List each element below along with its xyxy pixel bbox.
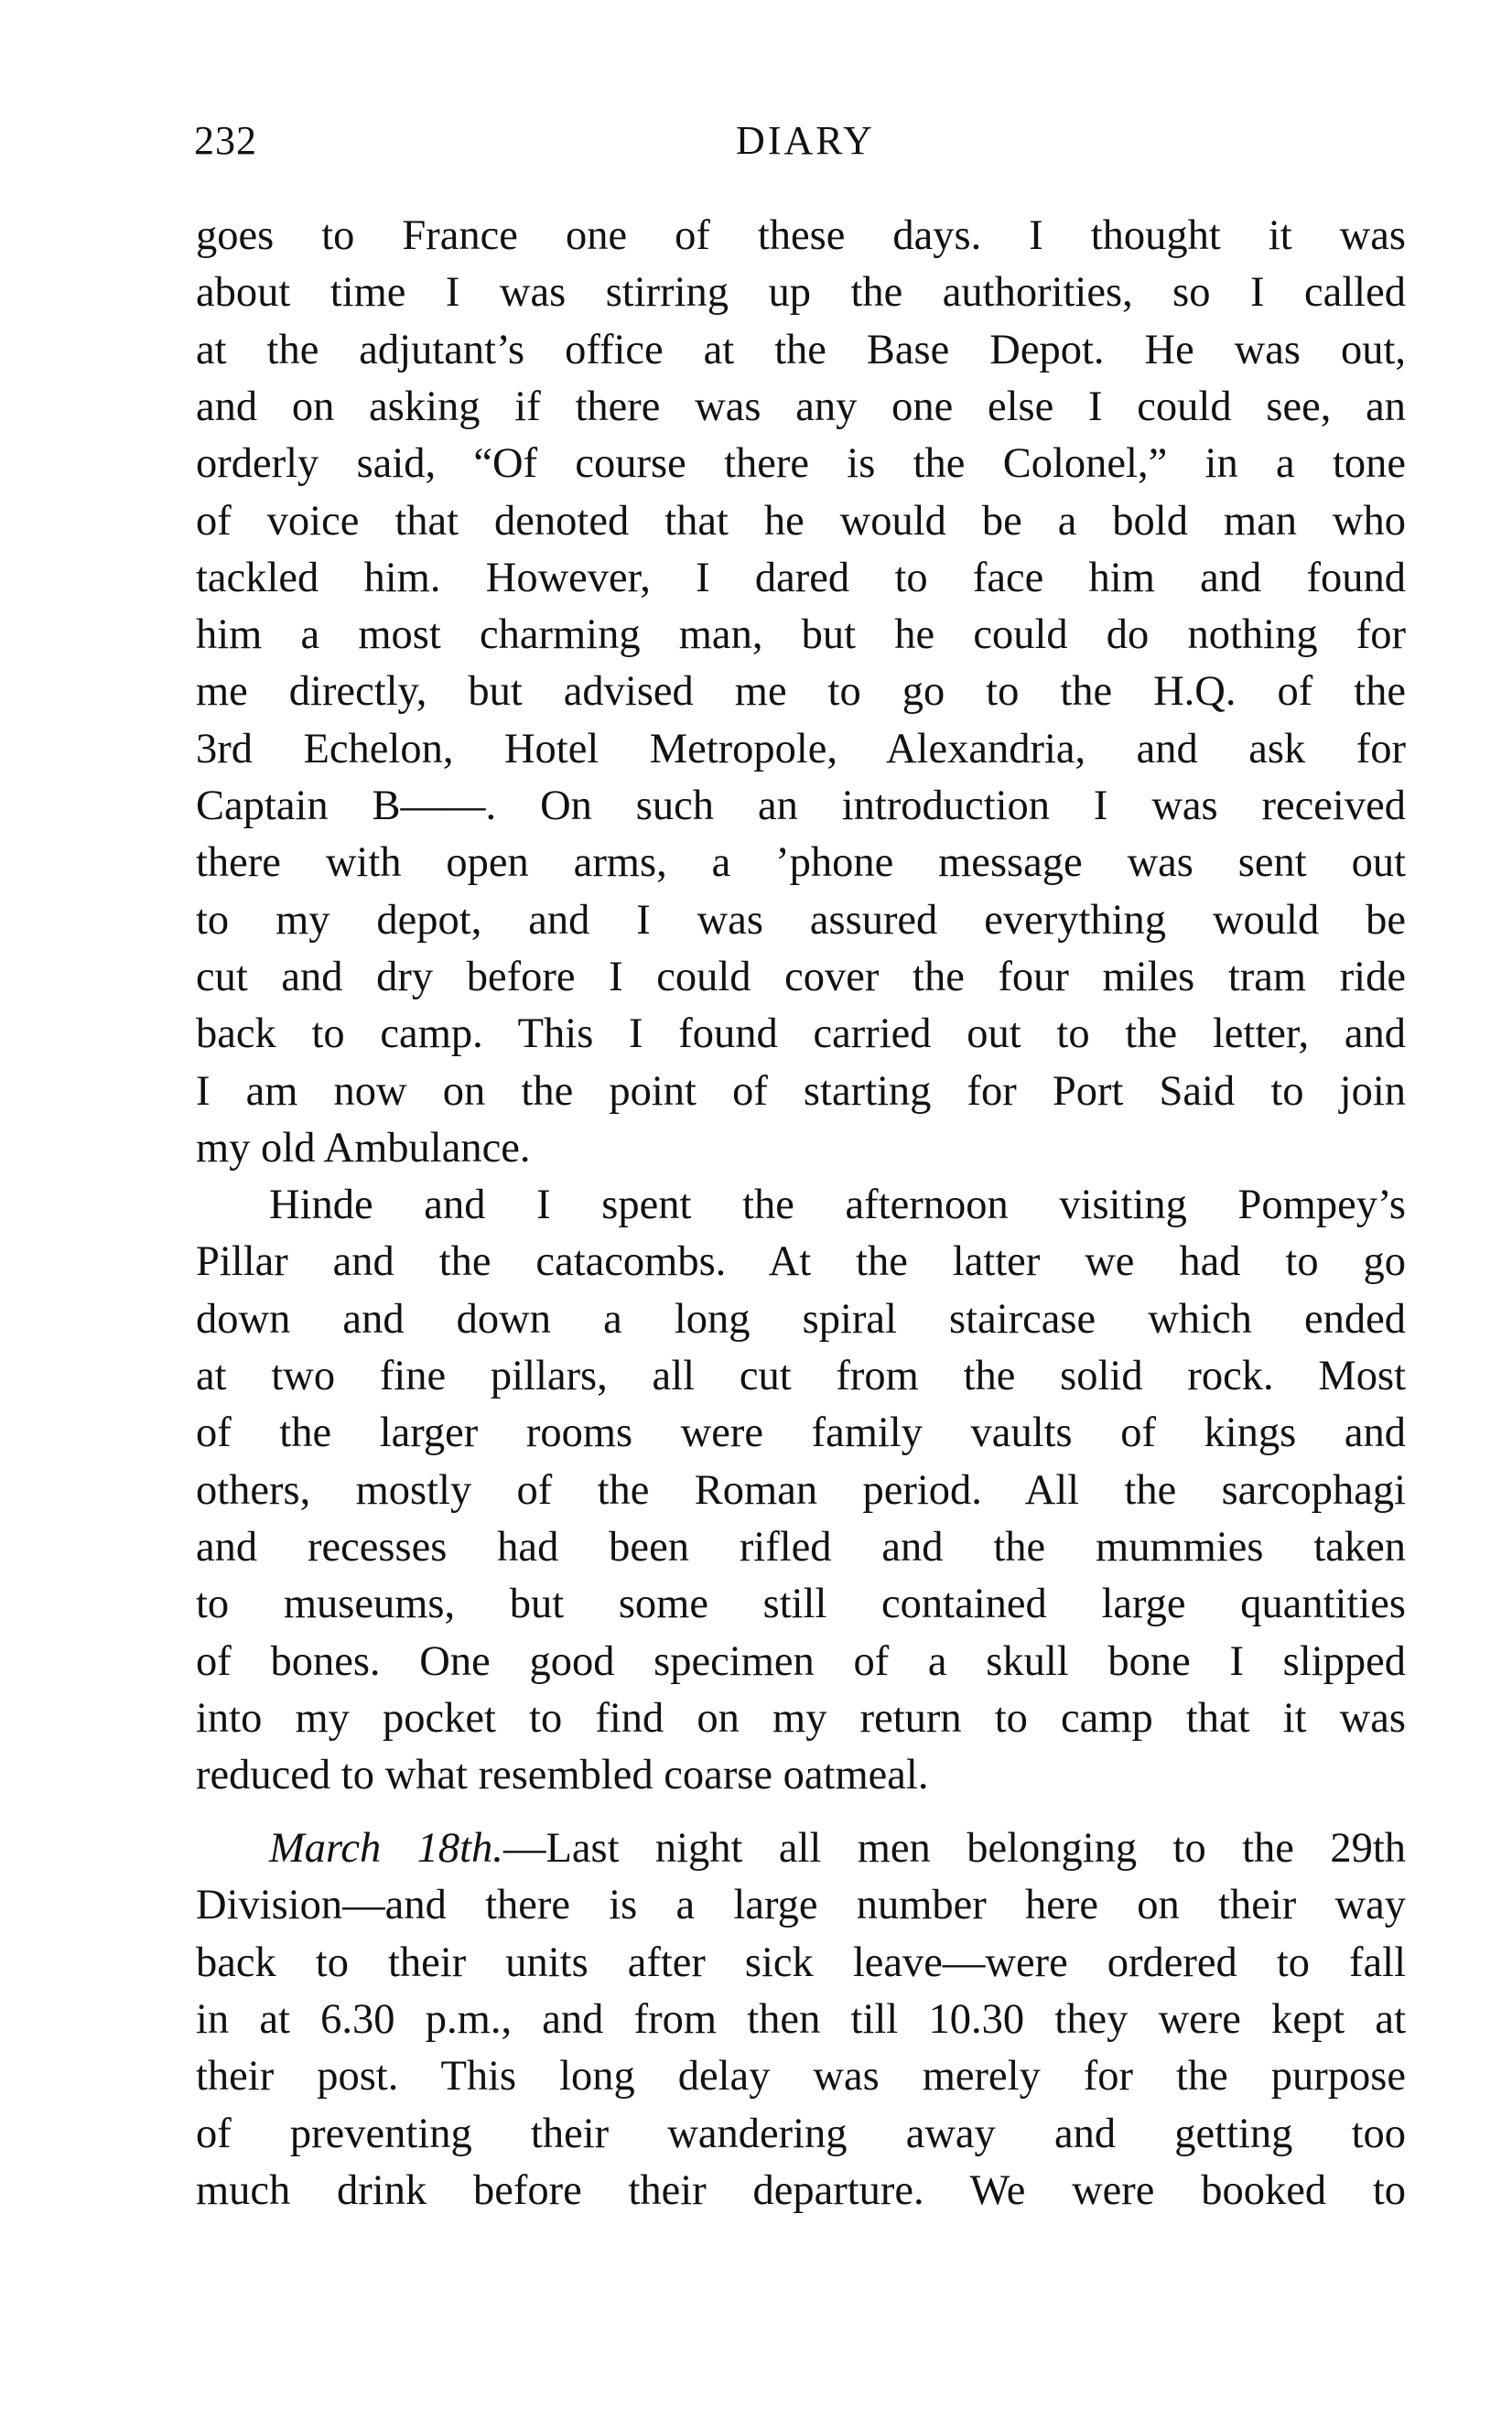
text-line: Division—and there is a large number here on their way — [196, 1882, 1406, 1929]
entry-first-line-text: —Last night all men belonging to the 29th — [502, 1825, 1406, 1872]
entry-date: March 18th. — [269, 1825, 503, 1872]
text-line: down and down a long spiral staircase which ended — [196, 1295, 1406, 1343]
text-line: goes to France one of these days. I thought it was — [196, 212, 1406, 259]
text-line: back to their units after sick leave—were ordered to fall — [196, 1939, 1406, 1986]
text-line: to museums, but some still contained large quantities — [196, 1581, 1406, 1628]
text-line: at two fine pillars, all cut from the solid rock. Most — [196, 1353, 1406, 1399]
text-line: and recesses had been rifled and the mummies taken — [196, 1523, 1406, 1571]
text-line: my old Ambulance. — [196, 1124, 531, 1172]
text-line — [196, 1821, 1406, 1876]
text-line: me directly, but advised me to go to the H.Q. of the — [196, 668, 1406, 716]
text-line: about time I was stirring up the authorities, so I called — [196, 269, 1406, 317]
text-line: of bones. One good specimen of a skull bone I slipped — [196, 1637, 1406, 1685]
text-line: of voice that denoted that he would be a bold man who — [196, 497, 1406, 545]
text-line: cut and dry before I could cover the four miles tram ride — [196, 953, 1406, 1000]
text-line: 3rd Echelon, Hotel Metropole, Alexandria, and ask for — [196, 725, 1406, 772]
text-line: him a most charming man, but he could do nothing for — [196, 611, 1406, 659]
text-line: back to camp. This I found carried out to the letter, and — [196, 1010, 1406, 1058]
text-line: at the adjutant’s office at the Base Depot. He was out, — [196, 326, 1406, 373]
text-line: Captain B——. On such an introduction I was received — [196, 783, 1406, 829]
text-line: of the larger rooms were family vaults of kings and — [196, 1409, 1406, 1457]
page-number: 232 — [194, 118, 257, 163]
text-line: I am now on the point of starting for Port Said to join — [196, 1067, 1406, 1115]
text-line: there with open arms, a ’phone message was sent out — [196, 839, 1406, 887]
text-line: in at 6.30 p.m., and from then till 10.30 they were kept at — [196, 1995, 1406, 2043]
text-line: into my pocket to find on my return to camp that it was — [196, 1694, 1406, 1742]
text-line: to my depot, and I was assured everything would be — [196, 896, 1406, 944]
text-line: Pillar and the catacombs. At the latter we had to go — [196, 1238, 1406, 1286]
text-line: tackled him. However, I dared to face him and found — [196, 554, 1406, 601]
text-line: much drink before their departure. We were booked to — [196, 2166, 1406, 2214]
text-line: their post. This long delay was merely for the purpose — [196, 2053, 1406, 2101]
text-line: Hinde and I spent the afternoon visiting Pompey’s — [269, 1182, 1406, 1229]
text-line: reduced to what resembled coarse oatmeal. — [196, 1752, 929, 1799]
text-line: and on asking if there was any one else I could see, an — [196, 383, 1406, 430]
running-title: DIARY — [736, 118, 875, 163]
text-line: others, mostly of the Roman period. All the sarcophagi — [196, 1466, 1406, 1514]
text-line: orderly said, “Of course there is the Colonel,” in a tone — [196, 440, 1406, 488]
text-line: of preventing their wandering away and getting too — [196, 2110, 1406, 2157]
